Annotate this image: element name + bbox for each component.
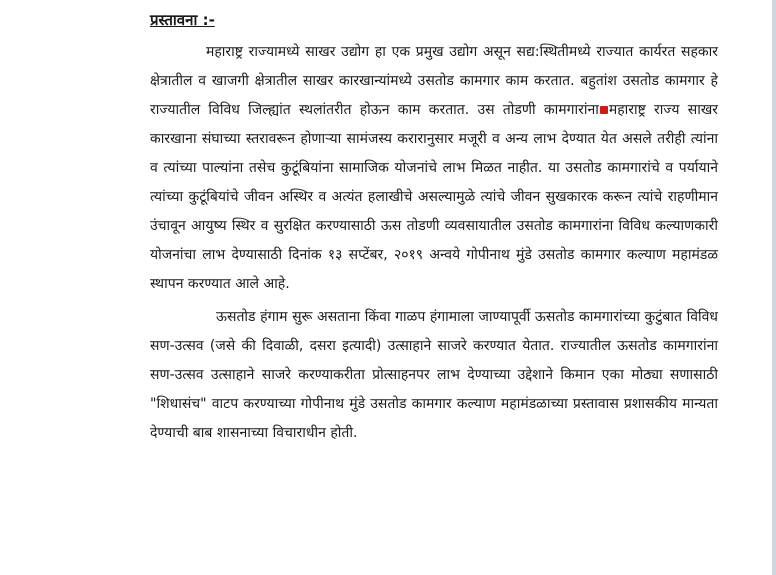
document-body <box>150 8 718 448</box>
paragraph-1 <box>150 38 718 299</box>
paragraph-2 <box>150 303 718 448</box>
paragraph-2-text: ऊसतोड हंगाम सुरू असताना किंवा गाळप हंगामाला जाण्यापूर्वी ऊसतोड कामगारांच्या कुटुंबात विविध सण-उत्सव (जसे की दिवाळी, दसरा इत्यादी) उत्साहाने साजरे करण्यात येतात. राज्यातील ऊसतोड कामगारांना सण-उत्सव उत्साहाने साजरे करण्याकरीता प्रोत्साहनपर लाभ देण्याच्या उद्देशाने किमान एका मोठ्या सणासाठी "शिधासंच" वाटप करण्याच्या गोपीनाथ मुंडे उसतोड कामगार कल्याण महामंडळाच्या प्रस्तावास प्रशासकीय मान्यता देण्याची बाब शासनाच्या विचाराधीन होती. <box>150 309 718 441</box>
section-heading: प्रस्तावना :- <box>150 11 215 29</box>
paragraph-1-text-b: महाराष्ट्र राज्य साखर कारखाना संघाच्या स्तरावरून होणाऱ्या सामंजस्य करारानुसार मजूरी व अन्य लाभ देण्यात येत असले तरीही त्यांना व त्यांच्या पाल्यांना तसेच कुटूंबियांना सामाजिक योजनांचे लाभ मिळत नाहीत. या उसतोड कामगारांचे व पर्यायाने त्यांच्या कुटूंबियांचे जीवन अस्थिर व अत्यंत हलाखीचे असल्यामुळे त्यांचे जीवन सुखकारक करून त्यांचे राहणीमान उंचावून आयुष्य स्थिर व सुरक्षित करण्यासाठी ऊस तोडणी व्यवसायातील उसतोड कामगारांना विविध कल्याणकारी योजनांचा लाभ देण्यासाठी दिनांक १३ सप्टेंबर, २०१९ अन्वये गोपीनाथ मुंडे उसतोड कामगार कल्याण महामंडळ स्थापन करण्यात आले आहे. <box>150 102 718 292</box>
paragraph-1-text-a: महाराष्ट्र राज्यामध्ये साखर उद्योग हा एक प्रमुख उद्योग असून सद्य:स्थितीमध्ये राज्यात कार्यरत सहकार क्षेत्रातील व खाजगी क्षेत्रातील साखर कारखान्यांमध्ये उसतोड कामगार काम करतात. बहुतांश उसतोड कामगार हे राज्यातील विविध जिल्ह्यांत स्थलांतरीत होऊन काम करतात. उस तोडणी कामगारांना <box>150 44 718 118</box>
window-edge <box>772 0 776 575</box>
red-marker-icon <box>600 106 608 114</box>
